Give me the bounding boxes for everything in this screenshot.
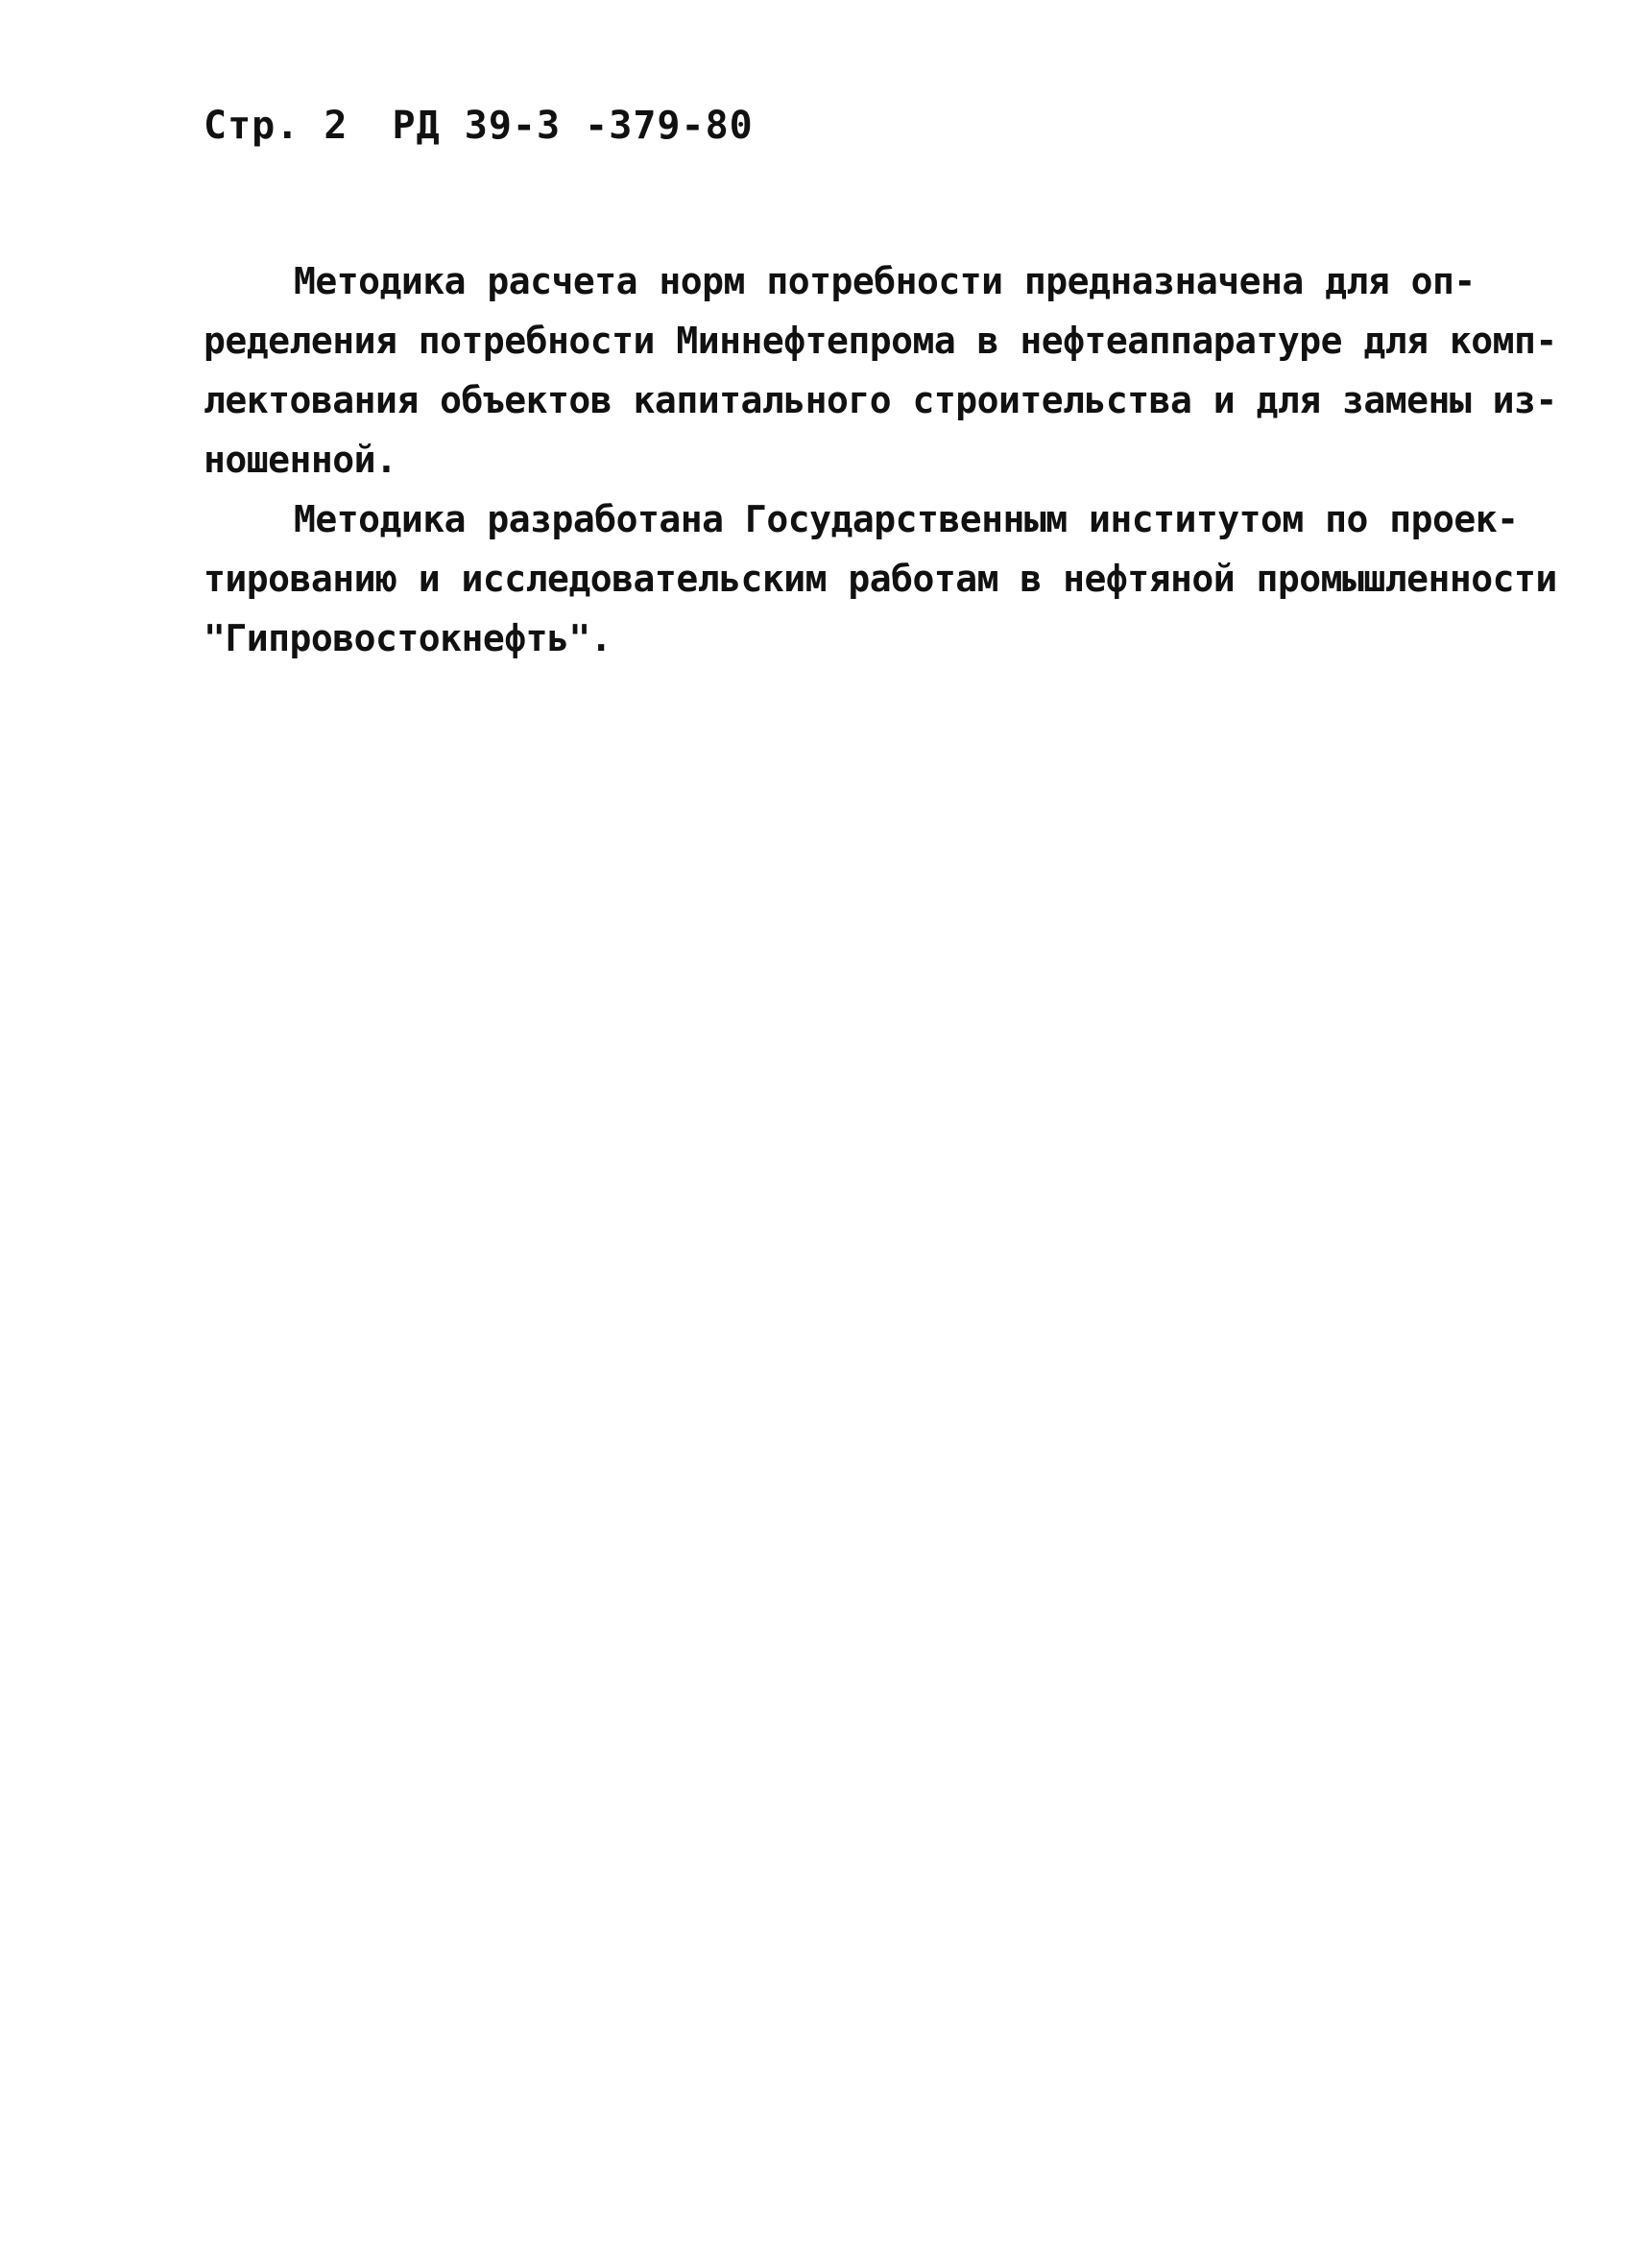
paragraph-developer — [204, 489, 1557, 668]
paragraph-line: Методика расчета норм потребности предназначена для оп- — [294, 260, 1476, 302]
paragraph-purpose — [204, 251, 1557, 489]
paragraph-line: Методика разработана Государственным институтом по проек- — [294, 498, 1519, 540]
document-code: РД 39-3 -379-80 — [392, 104, 754, 148]
page-number-label: Стр. 2 — [204, 104, 348, 148]
paragraph-line: ношенной. — [204, 439, 397, 481]
page-header — [204, 104, 754, 148]
paragraph-line: ределения потребности Миннефтепрома в нефтеаппаратуре для комп- — [204, 320, 1557, 362]
paragraph-line: тированию и исследовательским работам в нефтяной промышленности — [204, 558, 1557, 600]
paragraph-line: лектования объектов капитального строительства и для замены из- — [204, 379, 1557, 421]
document-body — [204, 251, 1557, 668]
paragraph-line: "Гипровостокнефть". — [204, 617, 612, 659]
